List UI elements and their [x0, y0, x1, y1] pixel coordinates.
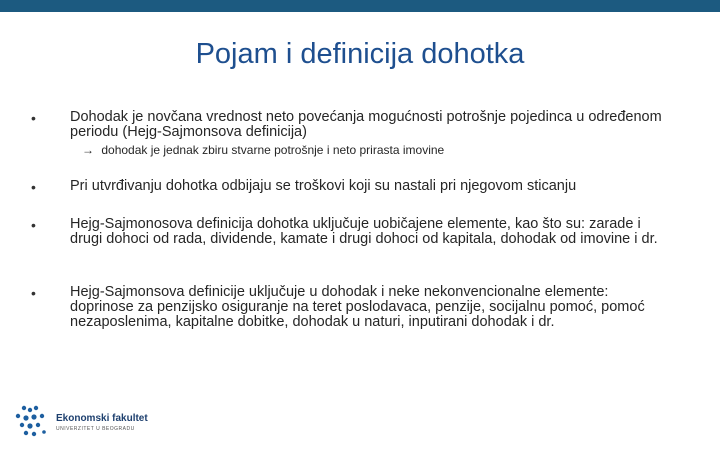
logo-subtitle: UNIVERZITET U BEOGRADU	[56, 426, 135, 432]
subpoint	[82, 143, 444, 157]
bullet-marker: •	[31, 179, 36, 195]
bullet-text: Hejg-Sajmonsova definicije uključuje u dohodak i neke nekonvencionalne elemente: doprinose za penzijsko osiguranje na teret poslodavaca, penzije, socijalnu pomoć, pomoć nezaposlenima, kapitalne dobitke, dohodak u naturi, inputirani dohodak i dr.	[70, 284, 645, 330]
slide-title: Pojam i definicija dohotka	[195, 38, 525, 70]
bullet-marker: •	[31, 285, 36, 301]
subpoint-text: dohodak je jednak zbiru stvarne potrošnje i neto prirasta imovine	[101, 143, 445, 157]
bullet-text: Dohodak je novčana vrednost neto povećanja mogućnosti potrošnje pojedinca u određenom periodu (Hejg-Sajmonsova definicija)	[70, 109, 662, 140]
bullet-marker: •	[31, 110, 36, 126]
bullet-text: Hejg-Sajmonosova definicija dohotka uključuje uobičajene elemente, kao što su: zarade i drugi dohoci od rada, dividende, kamate i drugi dohoci od kapitala, dohodak od imovine i dr.	[70, 216, 658, 247]
bullet-marker: •	[31, 217, 36, 233]
arrow-right-icon: →	[82, 143, 94, 157]
bullet-text: Pri utvrđivanju dohotka odbijaju se troškovi koji su nastali pri njegovom sticanju	[70, 178, 577, 194]
logo-name: Ekonomski fakultet	[56, 413, 148, 424]
dotted-cross-logo-icon	[16, 406, 46, 436]
